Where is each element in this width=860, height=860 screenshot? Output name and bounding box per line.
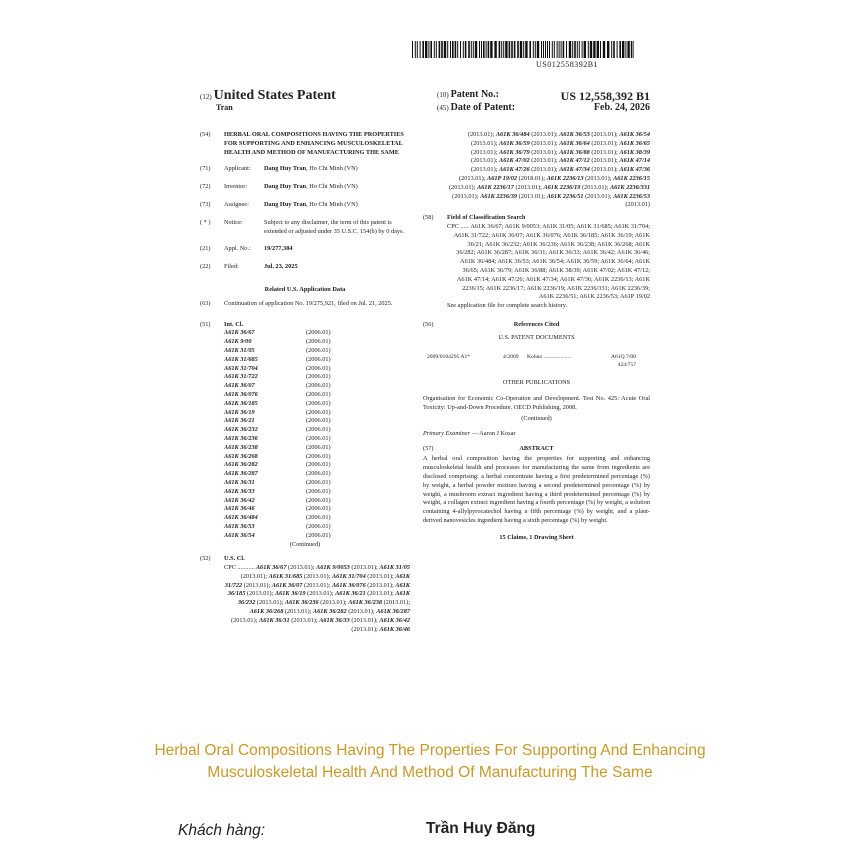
- barcode-bar: [577, 41, 578, 58]
- cpc-code: A61K 36/59: [499, 139, 530, 147]
- field-73: (73) Assignee: Dang Huy Tran, Ho Chi Minh (VN): [200, 200, 358, 208]
- cpc-code: A61P 19/02: [487, 174, 518, 182]
- patent-number-row: (10) Patent No.: US 12,558,392 B1: [437, 89, 650, 103]
- int-cl-code: A61K 31/722: [224, 373, 258, 381]
- cpc-code: A61K 31/05: [379, 564, 410, 572]
- int-cl-row: [224, 453, 331, 462]
- barcode-bar: [559, 41, 560, 58]
- int-cl-code: A61K 36/07: [224, 382, 255, 390]
- barcode-bar: [525, 41, 527, 58]
- int-cl-row: [224, 461, 331, 470]
- barcode-bar: [545, 41, 546, 58]
- barcode-bar: [494, 41, 496, 58]
- cpc-code: A61K 2236/331: [609, 183, 650, 191]
- barcode-bar: [501, 41, 502, 58]
- continued-link-2: (Continued): [521, 414, 552, 422]
- patent-type-title: United States Patent: [213, 88, 336, 103]
- cpc-code: A61K 2236/15: [613, 174, 650, 182]
- barcode-bar: [503, 41, 504, 58]
- int-cl-row: [224, 382, 331, 391]
- int-cl-code: A61K 36/33: [224, 487, 255, 495]
- other-publication: Organisation for Economic Co-Operation and Development. Test No. 425: Acute Oral Toxicity: Up-and-Down Procedure. OECD Publishing, 2008.: [423, 395, 650, 412]
- int-cl-code: A61K 36/67: [224, 329, 255, 337]
- int-cl-row: [224, 497, 331, 506]
- barcode-bar: [488, 41, 490, 58]
- int-cl-version: (2006.01): [306, 514, 331, 522]
- int-cl-row: [224, 417, 331, 426]
- cpc-code: A61K 31/704: [331, 572, 366, 580]
- barcode-bar: [428, 41, 429, 58]
- barcode-bar: [582, 41, 583, 58]
- claims-count: 15 Claims, 1 Drawing Sheet: [499, 533, 574, 541]
- abstract-text: A herbal oral composition having the properties for supporting and enhancing musculoskeletal health and processes for manufacturing the same from ingredients are disclosed comprising: a herbal concentrate having a first predetermined percentage (%) by weight, a herbal powder mixture having a second predetermined percentage (%) by weight, a mushroom extract ingredient having a third predetermined percentage (%) by weight, a collagen extract ingredient having a fourth percentage (%) by weight, a solution containing 4-allylpyrocatechol having a fifth percentage (%) by weight, and a plant-derived nanovesicles ingredient having a sixth percentage (%) by weight.: [423, 455, 650, 524]
- barcode-bar: [611, 41, 612, 58]
- int-cl-row: [224, 338, 331, 347]
- int-cl-code: A61K 36/282: [224, 461, 258, 469]
- barcode-bar: [490, 41, 492, 58]
- int-cl-version: (2006.01): [306, 478, 331, 486]
- document-number: US012558392B1: [535, 60, 599, 69]
- client-name: Trần Huy Đăng: [426, 820, 536, 837]
- int-cl-code: A61K 31/704: [224, 364, 258, 372]
- barcode-bar: [460, 41, 461, 58]
- cpc-code: A61K 36/484: [495, 131, 530, 138]
- other-pubs-heading: OTHER PUBLICATIONS: [502, 378, 571, 386]
- barcode-bar: [430, 41, 432, 58]
- barcode-bar: [552, 41, 553, 58]
- int-cl-version: (2006.01): [306, 496, 331, 504]
- us-docs-heading: U.S. PATENT DOCUMENTS: [498, 333, 575, 341]
- int-cl-code: A61K 31/05: [224, 346, 255, 354]
- barcode-bar: [457, 41, 458, 58]
- barcode-image: [412, 41, 634, 58]
- int-cl-row: [224, 532, 331, 541]
- cpc-code: A61K 36/185: [227, 581, 410, 598]
- cpc-code: A61K 36/19: [274, 590, 306, 598]
- reference-row: 2009/0104295 A1* 4/2009 Kohno .................... A61Q 7/00 424/757: [427, 353, 636, 368]
- barcode-bar: [627, 41, 629, 58]
- cpc-code: A61K 36/282: [312, 608, 347, 616]
- barcode-bar: [514, 41, 516, 58]
- int-cl-row: [224, 470, 331, 479]
- inventor-surname: Tran: [216, 103, 233, 112]
- barcode-bar: [486, 41, 487, 58]
- primary-examiner: Primary Examiner — Aaron J Kosar: [423, 429, 516, 437]
- int-cl-version: (2006.01): [306, 355, 331, 363]
- cpc-code: A61K 47/12: [559, 157, 590, 165]
- barcode-bar: [557, 41, 558, 58]
- barcode-bar: [579, 41, 580, 58]
- int-cl-code: A61K 36/53: [224, 522, 255, 530]
- barcode-bar: [452, 41, 454, 58]
- int-cl-version: (2006.01): [306, 399, 331, 407]
- cpc-code: A61K 2236/13: [546, 174, 584, 182]
- int-cl-row: [224, 391, 331, 400]
- int-cl-version: (2006.01): [306, 434, 331, 442]
- int-cl-version: (2006.01): [306, 443, 331, 451]
- int-cl-version: (2006.01): [306, 408, 331, 416]
- int-cl-code: A61K 36/232: [224, 426, 258, 434]
- cpc-code: A61K 36/46: [379, 625, 410, 633]
- int-cl-version: (2006.01): [306, 522, 331, 530]
- barcode-bar: [450, 41, 451, 58]
- cpc-code: A61K 36/07: [271, 581, 303, 589]
- client-label: Khách hàng:: [178, 822, 266, 839]
- barcode-bar: [422, 41, 424, 58]
- cpc-code: A61K 47/26: [499, 166, 530, 174]
- field-58: (58) Field of Classification Search: [423, 214, 526, 222]
- cpc-code: A61K 36/88: [559, 148, 590, 156]
- int-cl-version: (2006.01): [306, 505, 331, 513]
- barcode-bar: [574, 41, 576, 58]
- int-cl-row: [224, 488, 331, 497]
- int-cl-code: A61K 36/484: [224, 514, 258, 522]
- cpc-code: A61K 36/268: [249, 608, 284, 616]
- cpc-code: A61K 36/076: [331, 581, 366, 589]
- int-cl-version: (2006.01): [306, 487, 331, 495]
- int-cl-code: A61K 36/21: [224, 417, 255, 425]
- int-cl-version: (2006.01): [306, 364, 331, 372]
- int-cl-version: (2006.01): [306, 338, 331, 346]
- field-72: (72) Inventor: Dang Huy Tran, Ho Chi Minh (VN): [200, 183, 358, 191]
- int-cl-code: A61K 31/685: [224, 355, 258, 363]
- barcode-bar: [471, 41, 472, 58]
- barcode-bar: [563, 41, 565, 58]
- field-21: (21) Appl. No.: 19/277,384: [200, 245, 293, 253]
- barcode-bar: [543, 41, 544, 58]
- int-cl-code: A61K 36/185: [224, 399, 258, 407]
- field-57: (57) ABSTRACT: [423, 444, 554, 452]
- int-cl-code: A61K 36/31: [224, 478, 255, 486]
- field-71: (71) Applicant: Dang Huy Tran, Ho Chi Minh (VN): [200, 165, 358, 173]
- barcode-bar: [415, 41, 416, 58]
- int-cl-code: A61K 36/076: [224, 390, 258, 398]
- barcode-bar: [436, 41, 437, 58]
- cpc-code: A61K 2236/39: [480, 192, 518, 200]
- cpc-code: A61K 36/232: [237, 590, 410, 607]
- barcode-bar: [468, 41, 470, 58]
- field-22: (22) Filed: Jul. 23, 2025: [200, 263, 298, 271]
- int-cl-row: [224, 479, 331, 488]
- barcode-bar: [588, 41, 589, 58]
- barcode-bar: [533, 41, 534, 58]
- int-cl-row: [224, 400, 331, 409]
- barcode-bar: [535, 41, 536, 58]
- barcode-bar: [617, 41, 618, 58]
- patent-date-row: (45) Date of Patent: Feb. 24, 2026: [437, 102, 650, 113]
- int-cl-version: (2006.01): [306, 461, 331, 469]
- barcode-bar: [600, 41, 601, 58]
- int-cl-row: [224, 329, 331, 338]
- cpc-code: A61K 2236/17: [476, 183, 514, 191]
- int-cl-row: [224, 426, 331, 435]
- barcode-bar: [572, 41, 573, 58]
- cpc-code: A61K 9/0053: [316, 564, 350, 572]
- int-cl-code: A61K 36/42: [224, 496, 255, 504]
- int-cl-version: (2006.01): [306, 382, 331, 390]
- cpc-code: A61K 31/722: [224, 572, 410, 589]
- int-cl-row: [224, 373, 331, 382]
- cpc-code: A61K 2236/53: [613, 192, 650, 200]
- cpc-code: A61K 36/236: [284, 599, 319, 607]
- barcode-bar: [547, 41, 548, 58]
- barcode-bar: [619, 41, 621, 58]
- int-cl-code: A61K 36/238: [224, 443, 258, 451]
- barcode-bar: [523, 41, 524, 58]
- field-54: (54) HERBAL ORAL COMPOSITIONS HAVING THE PROPERTIES FOR SUPPORTING AND ENHANCING MUSCULOSKELETAL HEALTH AND METHOD OF MANUFACTURING THE SAME: [200, 131, 410, 157]
- barcode-bar: [569, 41, 571, 58]
- barcode-bar: [481, 41, 482, 58]
- int-cl-code: A61K 36/54: [224, 531, 255, 539]
- int-cl-row: [224, 505, 331, 514]
- int-cl-version: (2006.01): [306, 390, 331, 398]
- field-56: (56) References Cited: [423, 320, 560, 328]
- int-cl-row: [224, 435, 331, 444]
- barcode-bar: [417, 41, 418, 58]
- int-cl-code: A61K 9/00: [224, 338, 252, 346]
- cpc-code: A61K 36/42: [379, 616, 410, 624]
- int-cl-version: (2006.01): [306, 452, 331, 460]
- cpc-code: A61K 36/65: [619, 139, 650, 147]
- footer-title: Herbal Oral Compositions Having The Properties For Supporting And Enhancing Musculoskeletal Health And Method Of Manufacturing The Same: [154, 742, 706, 781]
- cpc-code: A61K 47/34: [559, 166, 590, 174]
- barcode-bar: [549, 41, 550, 58]
- invention-title: HERBAL ORAL COMPOSITIONS HAVING THE PROPERTIES FOR SUPPORTING AND ENHANCING MUSCULOSKELETAL HEALTH AND METHOD OF MANUFACTURING THE SAME: [224, 131, 404, 156]
- field-63: (63) Continuation of application No. 19/275,921, filed on Jul. 21, 2025.: [200, 299, 393, 307]
- int-cl-version: (2006.01): [306, 426, 331, 434]
- search-history-note: See application file for complete search history.: [447, 302, 568, 310]
- us-cl-text: CPC ........... A61K 36/67 (2013.01); A61K 9/0053 (2013.01); A61K 31/05 (2013.01); A61K 31/685 (2013.01); A61K 31/704 (2013.01); A61K 31/722 (2013.01); A61K 36/07 (2013.01); A61K 36/076 (2013.01); A61K 36/185 (2013.01); A61K 36/19 (2013.01); A61K 36/21 (2013.01); A61K 36/232 (2013.01); A61K 36/236 (2013.01); A61K 36/238 (2013.01); A61K 36/268 (2013.01); A61K 36/282 (2013.01); A61K 36/287 (2013.01); A61K 36/31 (2013.01); A61K 36/33 (2013.01); A61K 36/42 (2013.01); A61K 36/46: [224, 564, 410, 633]
- barcode-bar: [517, 41, 519, 58]
- cpc-code: A61K 47/02: [499, 157, 530, 165]
- cpc-code: A61K 36/79: [499, 148, 530, 156]
- barcode-bar: [607, 41, 609, 58]
- left-column: [200, 131, 410, 634]
- cpc-code: A61K 36/53: [559, 131, 590, 138]
- barcode-bar: [554, 41, 555, 58]
- continued-link: (Continued): [289, 541, 321, 549]
- cpc-code: A61K 47/36: [619, 166, 650, 174]
- cpc-code: A61K 36/31: [259, 616, 290, 624]
- barcode-bar: [625, 41, 626, 58]
- barcode-bar: [541, 41, 542, 58]
- cpc-code: A61K 36/54: [619, 131, 650, 138]
- int-cl-row: [224, 409, 331, 418]
- barcode-bar: [473, 41, 474, 58]
- int-cl-version: (2006.01): [306, 417, 331, 425]
- barcode-bar: [444, 41, 446, 58]
- barcode-bar: [590, 41, 592, 58]
- barcode-bar: [603, 41, 605, 58]
- barcode-bar: [420, 41, 421, 58]
- cpc-code: A61K 36/64: [559, 139, 590, 147]
- int-cl-row: [224, 514, 331, 523]
- us-cl-continued: (2013.01); A61K 36/484 (2013.01); A61K 36/53 (2013.01); A61K 36/54 (2013.01); A61K 36/59 (2013.01); A61K 36/64 (2013.01); A61K 36/65 (2013.01); A61K 36/79 (2013.01); A61K 36/88 (2013.01); A61K 38/39 (2013.01); A61K 47/02 (2013.01); A61K 47/12 (2013.01); A61K 47/14 (2013.01); A61K 47/26 (2013.01); A61K 47/34 (2013.01); A61K 47/36 (2013.01); A61P 19/02 (2018.01); A61K 2236/13 (2013.01); A61K 2236/15 (2013.01); A61K 2236/17 (2013.01); A61K 2236/19 (2013.01); A61K 2236/331 (2013.01); A61K 2236/39 (2013.01); A61K 2236/51 (2013.01); A61K 2236/53 (2013.01): [448, 131, 650, 209]
- patent-document: [196, 36, 650, 726]
- field-51: (51) Int. Cl.: [200, 320, 244, 328]
- cpc-code: A61K 36/67: [255, 564, 287, 572]
- int-cl-row: [224, 356, 331, 365]
- barcode-bar: [463, 41, 464, 58]
- int-cl-row: [224, 347, 331, 356]
- cpc-code: A61K 36/21: [335, 590, 366, 598]
- int-cl-row: [224, 365, 331, 374]
- barcode-bar: [412, 41, 413, 58]
- barcode-bar: [566, 41, 567, 58]
- barcode-bar: [622, 41, 624, 58]
- barcode-bar: [529, 41, 531, 58]
- int-cl-version: (2006.01): [306, 373, 331, 381]
- cpc-code: A61K 47/14: [619, 157, 650, 165]
- cpc-code: A61K 38/39: [619, 148, 650, 156]
- related-app-heading: Related U.S. Application Data: [264, 285, 346, 293]
- barcode-bar: [441, 41, 443, 58]
- patent-header-left: (12) United States Patent: [200, 88, 336, 103]
- barcode-bar: [613, 41, 615, 58]
- barcode-bar: [509, 41, 511, 58]
- cpc-code: A61K 2236/51: [546, 192, 584, 200]
- barcode-bar: [633, 41, 634, 58]
- barcode-bar: [537, 41, 539, 58]
- barcode-bar: [584, 41, 586, 58]
- field-notice: ( * ) Notice: Subject to any disclaimer, the term of this patent is extended or adjusted under 35 U.S.C. 154(b) by 0 days.: [200, 218, 405, 235]
- barcode-bar: [593, 41, 595, 58]
- barcode-bar: [631, 41, 633, 58]
- barcode-bar: [511, 41, 513, 58]
- barcode-bar: [434, 41, 435, 58]
- barcode-bar: [597, 41, 599, 58]
- field-search-text: CPC ..... A61K 36/67; A61K 9/0053; A61K 31/05; A61K 31/685; A61K 31/704; A61K 31/722; A61K 36/07; A61K 36/076; A61K 36/185; A61K 36/19; A61K 36/21; A61K 36/232; A61K 36/236; A61K 36/238; A61K 36/268; A61K 36/282; A61K 36/287; A61K 36/31; A61K 36/33; A61K 36/42; A61K 36/46; A61K 36/484; A61K 36/53; A61K 36/54; A61K 36/59; A61K 36/64; A61K 36/65; A61K 36/79; A61K 36/88; A61K 38/39; A61K 47/02; A61K 47/12; A61K 47/14; A61K 47/26; A61K 47/34; A61K 47/36; A61K 2236/13; A61K 2236/15; A61K 2236/17; A61K 2236/19; A61K 2236/331; A61K 2236/39; A61K 2236/51; A61K 2236/53; A61P 19/02: [447, 222, 650, 301]
- int-cl-version: (2006.01): [306, 346, 331, 354]
- barcode-bar: [475, 41, 477, 58]
- barcode-bar: [465, 41, 467, 58]
- barcode-bar: [561, 41, 562, 58]
- int-cl-row: [224, 444, 331, 453]
- int-cl-row: [224, 523, 331, 532]
- int-cl-code: A61K 36/287: [224, 470, 258, 478]
- barcode-bar: [447, 41, 448, 58]
- int-cl-code: A61K 36/268: [224, 452, 258, 460]
- barcode-bar: [499, 41, 501, 58]
- barcode-bar: [455, 41, 457, 58]
- field-52: (52) U.S. Cl.: [200, 555, 245, 563]
- cpc-code: A61K 36/287: [376, 608, 410, 616]
- int-cl-table: [224, 329, 331, 540]
- barcode-bar: [425, 41, 427, 58]
- cpc-code: A61K 2236/19: [543, 183, 581, 191]
- cpc-code: A61K 36/33: [319, 616, 350, 624]
- barcode-bar: [479, 41, 480, 58]
- int-cl-code: A61K 36/46: [224, 505, 255, 513]
- barcode-bar: [439, 41, 441, 58]
- barcode-bar: [520, 41, 522, 58]
- cpc-code: A61K 31/685: [268, 572, 303, 580]
- cpc-code: A61K 36/238: [348, 599, 383, 607]
- int-cl-code: A61K 36/19: [224, 408, 255, 416]
- barcode-bar: [505, 41, 507, 58]
- int-cl-code: A61K 36/236: [224, 434, 258, 442]
- int-cl-version: (2006.01): [306, 531, 331, 539]
- barcode-bar: [483, 41, 485, 58]
- right-column: [423, 131, 650, 542]
- int-cl-version: (2006.01): [306, 329, 331, 337]
- int-cl-version: (2006.01): [306, 470, 331, 478]
